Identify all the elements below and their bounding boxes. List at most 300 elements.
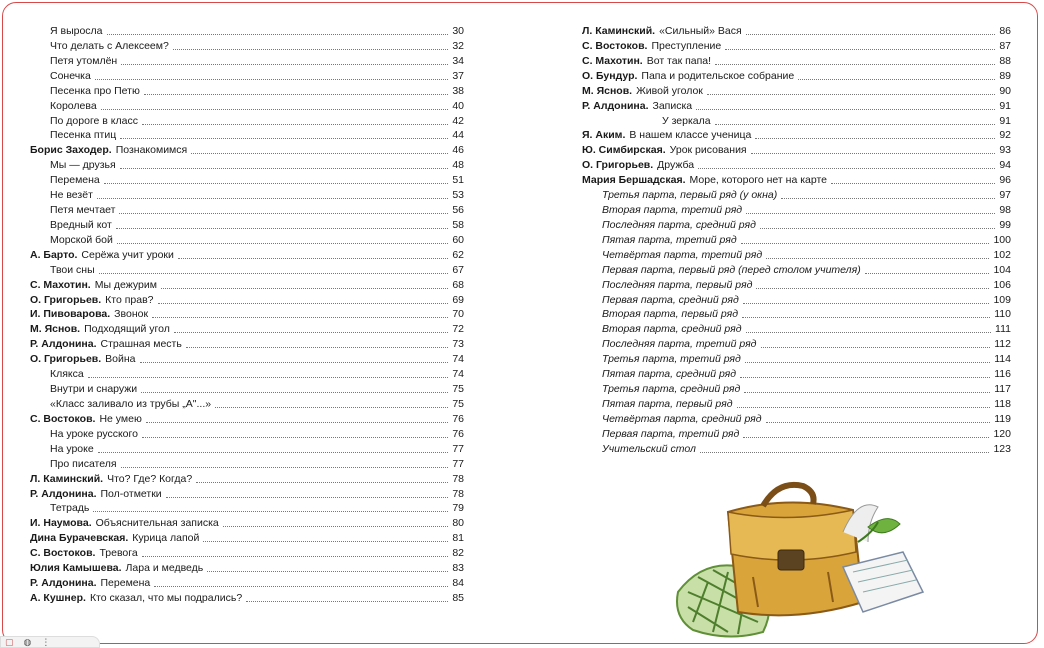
toc-entry-title — [30, 592, 242, 605]
toc-entry — [30, 127, 464, 142]
toc-entry-title — [582, 264, 861, 277]
toc-entry-text: «Класс заливало из трубы „А"...» — [50, 398, 212, 410]
dot-leader — [142, 556, 449, 557]
toc-entry-text: Петя утомлён — [50, 54, 118, 67]
toc-entry-author: О. Бундур. — [582, 69, 638, 82]
dot-leader — [766, 422, 991, 423]
dot-leader — [173, 49, 448, 50]
toc-entry-page: 44 — [452, 129, 464, 142]
toc-entry — [582, 172, 1011, 187]
toc-entry-author: С. Востоков. — [30, 412, 96, 425]
toc-entry-page: 102 — [993, 248, 1011, 261]
toc-entry — [582, 113, 1011, 128]
dot-leader — [246, 601, 448, 602]
toc-entry-page: 117 — [994, 383, 1011, 396]
toc-entry-page: 56 — [452, 204, 464, 217]
toc-entry-text: Живой уголок — [636, 84, 703, 97]
dot-leader — [121, 467, 449, 468]
toc-entry — [30, 381, 464, 396]
toc-entry-page: 42 — [452, 114, 464, 127]
toc-entry-title — [30, 353, 136, 366]
toc-entry-text: В нашем классе ученица — [629, 129, 752, 142]
dot-leader — [865, 273, 990, 274]
toc-entry-page: 83 — [452, 562, 464, 575]
dot-leader — [119, 213, 448, 214]
toc-entry-title — [582, 249, 762, 262]
toc-entry — [582, 247, 1011, 262]
toc-entry — [582, 232, 1011, 247]
toc-entry-page: 34 — [452, 54, 464, 67]
toc-entry-text: Пятая парта, средний ряд — [602, 368, 737, 381]
toc-entry-page: 77 — [452, 442, 464, 455]
dot-leader — [743, 303, 990, 304]
toc-entry-title — [30, 249, 174, 262]
toc-entry-title — [582, 323, 742, 336]
toc-entry-author: М. Яснов. — [582, 84, 633, 97]
toc-entry — [30, 38, 464, 53]
toc-entry — [30, 262, 464, 277]
toc-entry — [582, 351, 1011, 366]
toc-entry-text: На уроке русского — [50, 427, 138, 440]
toc-entry-text: Что? Где? Когда? — [107, 472, 193, 485]
toc-entry-page: 73 — [452, 338, 464, 351]
toc-entry-text: Вредный кот — [50, 218, 112, 231]
toc-entry-page: 85 — [452, 591, 464, 604]
info-icon[interactable]: ◍ — [23, 636, 32, 647]
toc-entry — [30, 142, 464, 157]
toc-entry-text: Что делать с Алексеем? — [50, 39, 169, 52]
toc-entry-text: Пятая парта, третий ряд — [602, 233, 737, 246]
toc-entry-author: Р. Алдонина. — [582, 99, 649, 112]
toc-entry-text: Записка — [652, 99, 693, 112]
toc-entry — [30, 366, 464, 381]
toc-entry-title — [582, 219, 756, 232]
toc-entry-text: Папа и родительское собрание — [641, 69, 795, 82]
menu-icon[interactable]: ⋮ — [41, 636, 51, 647]
toc-entry-title — [582, 115, 711, 128]
toc-entry-page: 74 — [452, 368, 464, 381]
toc-entry — [30, 157, 464, 172]
toc-entry-text: Тревога — [99, 547, 138, 560]
toc-entry-title — [582, 85, 703, 98]
toc-entry-page: 77 — [452, 457, 464, 470]
toc-entry — [30, 396, 464, 411]
toc-entry-page: 109 — [993, 293, 1011, 306]
toc-entry — [30, 351, 464, 366]
toc-entry-text: Пятая парта, первый ряд — [602, 398, 733, 410]
toc-entry-text: Перемена — [100, 577, 151, 590]
dot-leader — [751, 153, 996, 154]
toc-entry-author: Л. Каминский. — [582, 25, 656, 37]
toc-entry-page: 32 — [452, 39, 464, 52]
toc-entry — [30, 83, 464, 98]
toc-entry-text: Курица лапой — [132, 532, 200, 545]
toc-entry-author: О. Григорьев. — [30, 353, 102, 366]
dot-leader — [144, 94, 448, 95]
toc-entry — [582, 157, 1011, 172]
dot-leader — [746, 213, 995, 214]
toc-entry-author: М. Яснов. — [30, 323, 81, 336]
toc-entry-page: 62 — [452, 248, 464, 261]
dot-leader — [715, 64, 995, 65]
toc-entry-page: 119 — [994, 412, 1011, 425]
toc-entry-page: 116 — [994, 368, 1011, 381]
dot-leader — [141, 392, 448, 393]
toc-entry-page: 80 — [452, 517, 464, 530]
toc-entry-title — [30, 547, 138, 560]
toc-entry-title — [30, 100, 97, 113]
toc-entry-title — [30, 55, 117, 68]
toc-entry-title — [582, 129, 751, 142]
toc-entry-page: 76 — [452, 412, 464, 425]
toc-entry-page: 96 — [999, 174, 1011, 187]
dot-leader — [178, 258, 448, 259]
toc-entry-text: Про писателя — [50, 457, 117, 470]
toc-entry — [30, 575, 464, 590]
dot-leader — [101, 109, 449, 110]
dot-leader — [95, 79, 448, 80]
toc-entry-text: Учительский стол — [602, 442, 696, 455]
toc-entry — [30, 500, 464, 515]
toc-entry-page: 104 — [993, 263, 1011, 276]
toc-entry — [30, 321, 464, 336]
toc-entry-text: На уроке — [50, 442, 94, 455]
dot-leader — [741, 243, 990, 244]
dot-leader — [196, 482, 448, 483]
toc-entry-title — [582, 144, 747, 157]
toc-entry-author: Л. Каминский. — [30, 472, 104, 485]
toc-entry — [30, 471, 464, 486]
dot-leader — [120, 138, 448, 139]
dot-leader — [107, 34, 449, 35]
toc-entry — [30, 172, 464, 187]
toc-entry-title — [30, 532, 199, 545]
toc-entry-title — [30, 338, 182, 351]
toc-entry-text: Первая парта, средний ряд — [602, 293, 739, 306]
toc-entry-page: 69 — [452, 293, 464, 306]
dot-leader — [740, 377, 990, 378]
toc-entry-page: 81 — [452, 532, 464, 545]
toc-entry-page: 87 — [999, 39, 1011, 52]
toc-entry-title — [30, 115, 138, 128]
toc-entry-text: Последняя парта, первый ряд — [602, 278, 753, 291]
toc-entry-page: 97 — [999, 189, 1011, 202]
dot-leader — [140, 362, 449, 363]
toc-entry-text: Четвёртая парта, третий ряд — [602, 248, 763, 261]
dot-leader — [737, 407, 991, 408]
toc-entry-text: Познакомимся — [115, 144, 188, 157]
browser-status-bar — [0, 636, 100, 648]
toc-entry — [30, 441, 464, 456]
toc-entry — [582, 202, 1011, 217]
toc-entry-page: 74 — [452, 353, 464, 366]
toc-entry-page: 114 — [994, 353, 1011, 366]
toc-entry-title — [582, 398, 733, 411]
dot-leader — [223, 526, 449, 527]
toc-entry-title — [30, 159, 116, 172]
toc-entry — [582, 187, 1011, 202]
dot-leader — [798, 79, 995, 80]
toc-entry-text: Песенка про Петю — [50, 84, 140, 97]
toc-entry-text: Вот так папа! — [646, 54, 712, 67]
toc-entry-page: 110 — [994, 308, 1011, 321]
toc-entry-title — [582, 338, 757, 351]
dot-leader — [698, 168, 995, 169]
toc-entry — [30, 411, 464, 426]
toc-entry-title — [30, 129, 116, 142]
toc-entry-text: Подходящий угол — [84, 323, 170, 336]
toc-entry-author: Борис Заходер. — [30, 144, 112, 157]
toc-entry-title — [582, 70, 794, 83]
toc-entry-page: 40 — [452, 99, 464, 112]
toc-entry-title — [30, 473, 192, 486]
toc-entry-text: Третья парта, третий ряд — [602, 353, 741, 366]
toc-entry-text: Не умею — [99, 412, 142, 425]
dot-leader — [745, 362, 990, 363]
toc-entry-title — [582, 55, 711, 68]
toc-entry-title — [30, 428, 138, 441]
toc-entry-title — [582, 413, 762, 426]
toc-entry-title — [30, 25, 103, 38]
toc-entry-page: 78 — [452, 487, 464, 500]
dot-leader — [191, 153, 448, 154]
toc-entry — [582, 336, 1011, 351]
toc-entry-text: Мы дежурим — [94, 278, 157, 291]
toc-entry — [582, 381, 1011, 396]
toc-entry-page: 70 — [452, 308, 464, 321]
toc-entry-page: 123 — [993, 442, 1011, 455]
dot-leader — [781, 198, 995, 199]
toc-entry-title — [582, 353, 741, 366]
toc-entry — [30, 426, 464, 441]
toc-entry-text: Лара и медведь — [125, 562, 204, 575]
toc-entry-author: И. Пивоварова. — [30, 308, 111, 321]
dot-leader — [696, 109, 995, 110]
toc-entry-title — [582, 40, 721, 53]
dot-leader — [761, 347, 991, 348]
toc-entry-author: Р. Алдонина. — [30, 338, 97, 351]
dot-leader — [743, 437, 989, 438]
toc-entry-title — [30, 40, 169, 53]
toc-entry-author: Р. Алдонина. — [30, 487, 97, 500]
toc-entry — [30, 590, 464, 605]
dot-leader — [707, 94, 995, 95]
dot-leader — [99, 273, 449, 274]
toc-entry-author: Ю. Симбирская. — [582, 144, 666, 157]
toc-entry-page: 112 — [994, 338, 1011, 351]
toc-entry-page: 120 — [993, 427, 1011, 440]
toc-entry-author: С. Махотин. — [582, 54, 643, 67]
toc-entry — [582, 441, 1011, 456]
toc-entry-text: Последняя парта, средний ряд — [602, 218, 756, 231]
dot-leader — [742, 317, 990, 318]
toc-entry — [582, 53, 1011, 68]
toc-entry-author: С. Востоков. — [30, 547, 96, 560]
toc-entry-text: Кто прав? — [105, 293, 154, 306]
toc-entry-author: А. Барто. — [30, 248, 78, 261]
toc-entry-text: Преступление — [651, 39, 722, 52]
toc-entry-text: Четвёртая парта, средний ряд — [602, 412, 762, 425]
toc-entry — [582, 98, 1011, 113]
toc-entry-text: Вторая парта, первый ряд — [602, 308, 738, 321]
toc-entry-title — [582, 279, 752, 292]
dot-leader — [756, 288, 989, 289]
toc-entry-page: 94 — [999, 159, 1011, 172]
dot-leader — [158, 303, 449, 304]
toc-entry-title — [30, 443, 94, 456]
toc-entry-page: 86 — [999, 25, 1011, 37]
dot-leader — [744, 392, 990, 393]
toc-entry-page: 72 — [452, 323, 464, 336]
dot-leader — [146, 422, 448, 423]
dot-leader — [121, 64, 448, 65]
toc-entry-text: Твои сны — [50, 263, 95, 276]
toc-entry-text: Море, которого нет на карте — [689, 174, 828, 187]
toc-entry-page: 118 — [994, 398, 1011, 410]
toc-entry-text: Звонок — [114, 308, 149, 321]
dot-leader — [700, 452, 990, 453]
toc-entry — [582, 142, 1011, 157]
dot-leader — [116, 228, 448, 229]
toc-entry-author: Дина Бурачевская. — [30, 532, 129, 545]
dot-leader — [142, 437, 448, 438]
toc-entry-title — [582, 204, 742, 217]
toc-entry-page: 46 — [452, 144, 464, 157]
toc-entry-text: Мы — друзья — [50, 159, 116, 172]
toc-entry-title — [30, 323, 170, 336]
toc-entry-title — [30, 458, 117, 471]
toc-entry-page: 99 — [999, 218, 1011, 231]
dot-leader — [93, 511, 448, 512]
toc-entry-text: Вторая парта, средний ряд — [602, 323, 742, 336]
dot-leader — [166, 497, 449, 498]
toc-entry-title — [582, 428, 739, 441]
toc-entry-title — [582, 383, 740, 396]
dot-leader — [88, 377, 449, 378]
toc-entry-title — [582, 174, 827, 187]
dot-leader — [174, 332, 448, 333]
toc-entry-title — [30, 577, 150, 590]
toc-entry — [582, 127, 1011, 142]
toc-entry-text: По дороге в класс — [50, 114, 138, 127]
toc-entry — [582, 23, 1011, 38]
toc-entry-text: Перемена — [50, 174, 100, 187]
toc-entry-page: 111 — [995, 323, 1011, 336]
toc-entry-title — [30, 413, 142, 426]
toc-entry-title — [30, 234, 113, 247]
toc-entry — [582, 262, 1011, 277]
dot-leader — [207, 571, 448, 572]
toc-entry-text: Объяснительная записка — [95, 517, 219, 530]
toc-entry-title — [30, 174, 100, 187]
schoolbag-illustration — [668, 472, 928, 642]
toc-entry-title — [582, 234, 737, 247]
toc-entry — [30, 113, 464, 128]
toc-entry-text: Вторая парта, третий ряд — [602, 204, 743, 217]
toc-entry-author: Я. Аким. — [582, 129, 626, 142]
dot-leader — [746, 332, 991, 333]
toc-entry — [30, 486, 464, 501]
toc-entry-title — [30, 189, 93, 202]
bookmark-icon[interactable]: ▢ — [5, 636, 14, 647]
toc-entry-title — [30, 264, 95, 277]
toc-entry-page: 67 — [452, 263, 464, 276]
toc-entry — [30, 23, 464, 38]
toc-entry-page: 76 — [452, 427, 464, 440]
toc-entry-text: Внутри и снаружи — [50, 383, 138, 396]
toc-entry — [30, 456, 464, 471]
toc-entry-text: Морской бой — [50, 233, 113, 246]
toc-entry-title — [30, 85, 140, 98]
toc-entry — [30, 277, 464, 292]
toc-entry — [30, 560, 464, 575]
toc-entry — [582, 426, 1011, 441]
toc-entry-page: 90 — [999, 84, 1011, 97]
toc-entry-author: С. Махотин. — [30, 278, 91, 291]
toc-entry-title — [582, 25, 742, 38]
toc-entry-title — [30, 488, 162, 501]
toc-entry — [30, 68, 464, 83]
toc-entry-text: Третья парта, первый ряд (у окна) — [602, 189, 778, 202]
toc-entry-title — [30, 502, 89, 515]
dot-leader — [120, 168, 449, 169]
dot-leader — [98, 452, 449, 453]
toc-entry-page: 79 — [452, 502, 464, 515]
toc-entry-author: И. Наумова. — [30, 517, 92, 530]
toc-entry-author: А. Кушнер. — [30, 591, 86, 604]
toc-entry-page: 68 — [452, 278, 464, 291]
toc-entry-page: 106 — [993, 278, 1011, 291]
toc-entry — [582, 306, 1011, 321]
toc-entry — [582, 292, 1011, 307]
dot-leader — [725, 49, 995, 50]
toc-entry-text: У зеркала — [662, 114, 711, 127]
toc-entry — [30, 306, 464, 321]
toc-entry — [30, 202, 464, 217]
dot-leader — [215, 407, 448, 408]
toc-entry — [30, 98, 464, 113]
dot-leader — [766, 258, 989, 259]
toc-entry-title — [582, 368, 736, 381]
toc-entry-title — [582, 294, 739, 307]
toc-entry-text: Серёжа учит уроки — [81, 248, 174, 261]
dot-leader — [154, 586, 448, 587]
dot-leader — [746, 34, 996, 35]
toc-entry-text: Третья парта, средний ряд — [602, 383, 741, 396]
toc-entry-title — [30, 383, 137, 396]
toc-entry-title — [582, 308, 738, 321]
toc-entry-page: 75 — [452, 398, 464, 410]
toc-entry-page: 37 — [452, 69, 464, 82]
toc-entry-text: Дружба — [657, 159, 695, 172]
toc-entry-page: 58 — [452, 218, 464, 231]
toc-entry-title — [30, 308, 148, 321]
toc-entry — [582, 366, 1011, 381]
dot-leader — [104, 183, 449, 184]
toc-entry-page: 92 — [999, 129, 1011, 142]
toc-entry-title — [30, 70, 91, 83]
dot-leader — [715, 124, 996, 125]
toc-entry — [30, 336, 464, 351]
toc-entry-text: Последняя парта, третий ряд — [602, 338, 757, 351]
toc-entry — [582, 68, 1011, 83]
toc-entry — [582, 277, 1011, 292]
toc-entry-title — [30, 517, 219, 530]
toc-entry-author: Р. Алдонина. — [30, 577, 97, 590]
toc-entry-title — [30, 219, 112, 232]
toc-entry — [582, 83, 1011, 98]
toc-entry-author: О. Григорьев. — [582, 159, 654, 172]
